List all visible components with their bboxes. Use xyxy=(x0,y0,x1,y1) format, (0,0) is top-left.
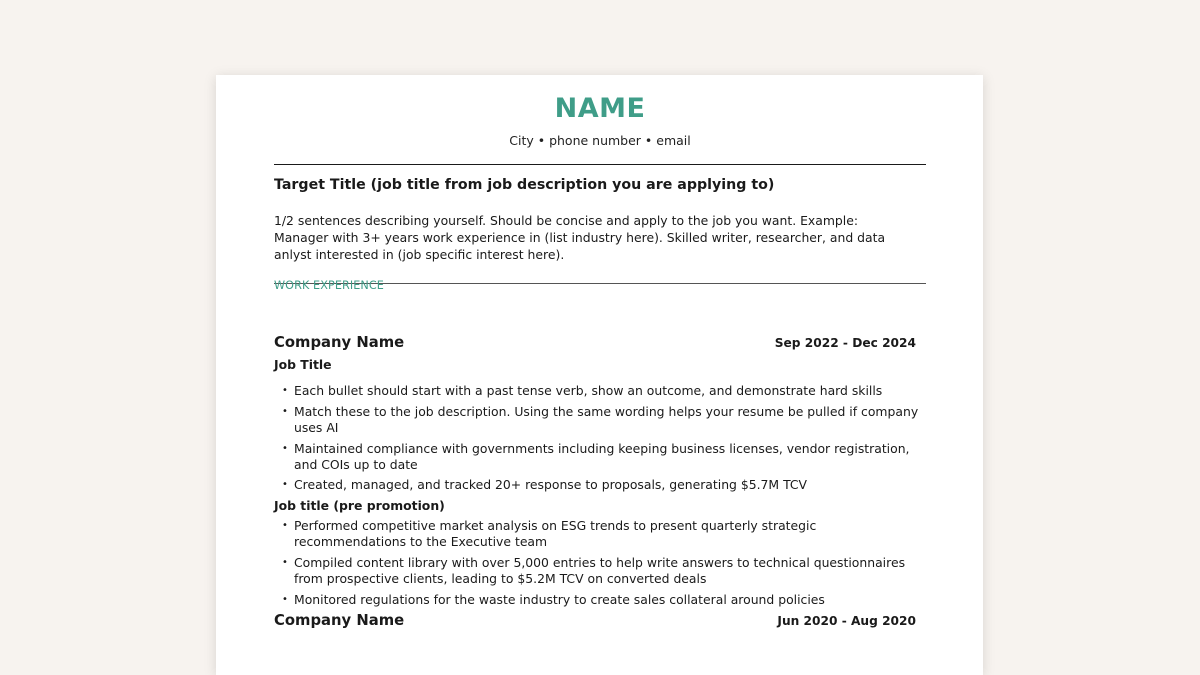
employment-dates: Sep 2022 - Dec 2024 xyxy=(774,336,916,350)
list-item: • Performed competitive market analysis on ESG trends to present quarterly strategic recommendations to the Executive team xyxy=(274,518,926,550)
list-item: • Compiled content library with over 5,000 entries to help write answers to technical questionnaires from prospective clients, leading to $5.2M TCV on converted deals xyxy=(274,555,926,587)
summary-paragraph: 1/2 sentences describing yourself. Should be concise and apply to the job you want. Example: Manager with 3+ years work experience in (list industry here). Skilled writer, researcher, and data anlyst interested in (job specific interest here). xyxy=(274,213,886,262)
list-item: • Each bullet should start with a past tense verb, show an outcome, and demonstrate hard skills xyxy=(274,383,926,399)
job-bullets-pre-promotion xyxy=(274,518,926,612)
job-bullets xyxy=(274,383,926,498)
list-item: • Created, managed, and tracked 20+ response to proposals, generating $5.7M TCV xyxy=(274,477,926,493)
resume-page xyxy=(216,75,983,675)
employment-dates-2: Jun 2020 - Aug 2020 xyxy=(777,614,916,628)
company-name: Company Name xyxy=(274,334,405,351)
target-title: Target Title (job title from job description you are applying to) xyxy=(274,177,775,193)
header-divider xyxy=(274,164,926,165)
list-item: • Monitored regulations for the waste industry to create sales collateral around policies xyxy=(274,592,926,608)
job-title-pre-promotion: Job title (pre promotion) xyxy=(274,498,445,513)
contact-line: City • phone number • email xyxy=(509,133,691,148)
company-name-2: Company Name xyxy=(274,612,405,629)
work-experience-heading: WORK EXPERIENCE xyxy=(274,279,384,292)
list-item: • Maintained compliance with governments including keeping business licenses, vendor registration, and COIs up to date xyxy=(274,441,926,473)
resume-name: NAME xyxy=(554,93,646,124)
job-title: Job Title xyxy=(274,357,332,372)
list-item: • Match these to the job description. Using the same wording helps your resume be pulled if company uses AI xyxy=(274,404,926,436)
